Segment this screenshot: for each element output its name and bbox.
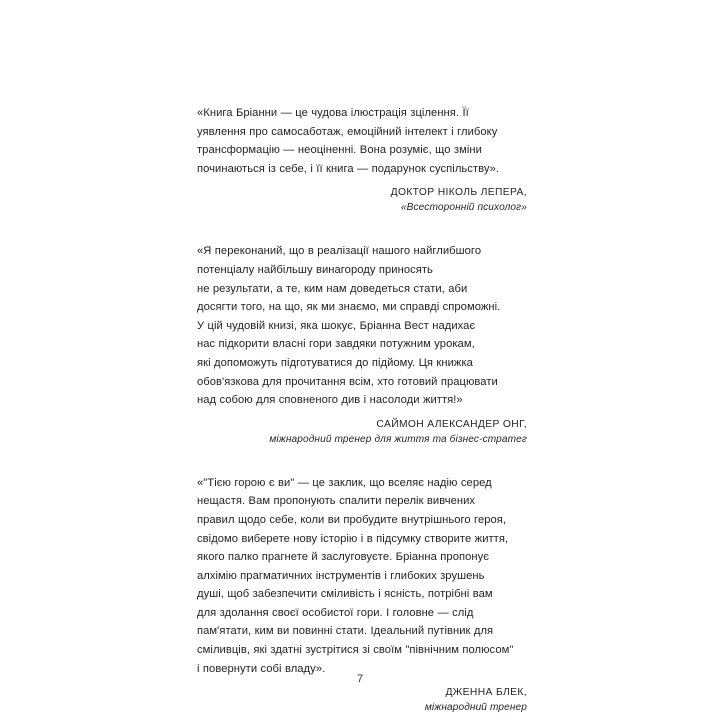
quote-line: над собою для сповненого див і насолоди життя!»: [197, 394, 463, 407]
quote-line: не результати, а те, ким нам доведеться стати, аби: [197, 282, 468, 295]
quote-line: обов'язкова для прочитання всім, хто готовий працювати: [197, 375, 498, 388]
quote-line: якого палко прагнете й заслуговуєте. Бріанна пропонує: [197, 551, 490, 564]
attribution-name: ДЖЕННА БЛЕК,: [445, 687, 527, 699]
block-spacer: [197, 447, 527, 474]
quote-line: нещастя. Вам пропонують спалити перелік вивчених: [197, 495, 476, 508]
quote-line: для здолання своєї особистої гори. І головне — слід: [197, 606, 474, 619]
quote-line: сміливців, які здатні зустрітися зі своїм "північним полюсом": [197, 644, 514, 657]
quote-line: починаються із себе, і її книга — подарунок суспільству».: [197, 162, 500, 175]
attribution-role: «Всесторонній психолог»: [400, 202, 527, 214]
quote-1-text: [197, 104, 527, 178]
quote-line: і повернути собі владу».: [197, 662, 326, 675]
quote-2-text: [197, 242, 527, 409]
attribution-name: ДОКТОР НІКОЛЬ ЛЕПЕРА,: [390, 187, 527, 199]
attribution-role: міжнародний тренер для життя та бізнес-стратег: [269, 433, 527, 445]
quote-line: правил щодо себе, коли ви пробудите внутрішнього героя,: [197, 513, 507, 526]
quote-line: уявлення про самосаботаж, емоційний інтелект і глибоку: [197, 125, 498, 138]
testimonials-column: [197, 104, 527, 715]
quote-1-attribution: [197, 185, 527, 215]
quote-line: «"Тією горою є ви" — це заклик, що вселяє надію серед: [197, 476, 492, 489]
page-number: 7: [356, 673, 364, 685]
quote-line: які допоможуть підготуватися до підйому. Ця книжка: [197, 356, 473, 369]
quote-line: «Книга Бріанни — це чудова ілюстрація зцілення. Її: [197, 107, 469, 119]
quote-line: душі, щоб забезпечити сміливість і ясність, потрібні вам: [197, 588, 493, 601]
attribution-name: САЙМОН АЛЕКСАНДЕР ОНГ,: [376, 418, 527, 430]
quote-line: потенціалу найбільшу винагороду приносять: [197, 263, 433, 276]
quote-line: пам'ятати, ким ви повинні стати. Ідеальний путівник для: [197, 625, 494, 638]
quote-line: нас підкорити власні гори завдяки потужним урокам,: [197, 338, 475, 351]
quote-3-attribution: [197, 685, 527, 715]
quote-line: досягти того, на що, як ми знаємо, ми справді спроможні.: [197, 301, 501, 314]
quote-line: свідомо виберете нову історію і в підсумку створите життя,: [197, 532, 509, 545]
quote-line: алхімію прагматичних інструментів і глибоких зрушень: [197, 569, 485, 582]
quote-line: «Я переконаний, що в реалізації нашого найглибшого: [197, 245, 482, 258]
block-spacer: [197, 215, 527, 242]
testimonial-quote-1: [197, 104, 527, 215]
quote-line: трансформацію — неоціненні. Вона розуміє, що зміни: [197, 144, 482, 157]
testimonial-quote-2: [197, 242, 527, 446]
quote-3-text: [197, 474, 527, 679]
attribution-role: міжнародний тренер: [424, 702, 527, 714]
quote-2-attribution: [197, 417, 527, 447]
quote-line: У цій чудовій книзі, яка шокує, Бріанна Вест надихає: [197, 319, 476, 332]
